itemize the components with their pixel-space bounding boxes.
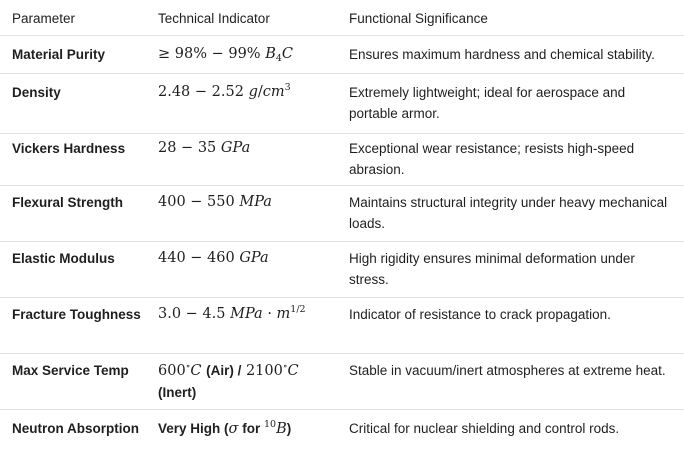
indicator-cell [158, 304, 343, 325]
temp-air-label: (Air) / [206, 363, 242, 378]
density-unit-slash: / [257, 84, 263, 100]
header-significance: Functional Significance [349, 11, 488, 26]
temp-deg-2: ∘ [282, 361, 288, 372]
purity-formula-sub: 4 [275, 53, 282, 64]
table-row [0, 36, 684, 74]
toughness-unit-exp: 1/2 [290, 304, 306, 315]
table-row [0, 242, 684, 298]
temp-deg: ∘ [185, 361, 191, 372]
elastic-range: 440 − 460 [158, 250, 235, 266]
significance-cell: Critical for nuclear shielding and control rods. [349, 421, 620, 436]
toughness-unit-m: m [276, 306, 291, 322]
table-row [0, 134, 684, 186]
neutron-text-for: for [242, 421, 261, 436]
significance-cell: Stable in vacuum/inert atmospheres at extreme heat. [349, 363, 666, 378]
purity-range: ≥ 98% − 99% [158, 46, 261, 62]
indicator-cell [158, 248, 343, 269]
density-unit-g: g [248, 84, 258, 100]
header-parameter: Parameter [12, 11, 76, 26]
significance-cell: Exceptional wear resistance; resists high-speed abrasion. [349, 141, 635, 177]
hardness-unit: GPa [220, 140, 251, 156]
table-row [0, 354, 684, 410]
parameter-cell: Neutron Absorption [12, 421, 139, 436]
significance-cell: Extremely lightweight; ideal for aerospace and portable armor. [349, 85, 626, 121]
toughness-range: 3.0 − 4.5 [158, 306, 226, 322]
significance-cell: Ensures maximum hardness and chemical stability. [349, 47, 655, 62]
temp-inert-value: 2100 [245, 363, 283, 379]
flexural-unit: MPa [239, 194, 272, 210]
purity-formula-c: C [281, 46, 294, 62]
indicator-cell [158, 360, 343, 404]
parameter-cell: Elastic Modulus [12, 251, 115, 266]
density-unit-exp: 3 [284, 82, 291, 93]
indicator-cell [158, 44, 343, 65]
parameter-cell: Vickers Hardness [12, 141, 126, 156]
significance-cell: Maintains structural integrity under heavy mechanical loads. [349, 195, 668, 231]
purity-formula-b: B [265, 46, 276, 62]
significance-cell: Indicator of resistance to crack propagation. [349, 307, 611, 322]
indicator-cell [158, 418, 343, 440]
temp-unit-c-2: C [287, 363, 299, 379]
table-row [0, 186, 684, 242]
indicator-cell [158, 82, 343, 103]
parameter-cell: Material Purity [12, 47, 106, 62]
indicator-cell [158, 192, 343, 213]
neutron-isotope-symbol: B [276, 421, 287, 437]
elastic-unit: GPa [239, 250, 269, 266]
parameter-cell: Flexural Strength [12, 195, 124, 210]
header-indicator: Technical Indicator [158, 11, 270, 26]
toughness-dot: · [267, 306, 272, 322]
indicator-cell [158, 138, 343, 159]
density-unit-cm: cm [262, 84, 285, 100]
toughness-unit: MPa [230, 306, 263, 322]
significance-cell: High rigidity ensures minimal deformation under stress. [349, 251, 635, 287]
flexural-range: 400 − 550 [158, 194, 235, 210]
neutron-text-before: Very High ( [158, 421, 229, 436]
parameter-cell: Density [12, 85, 61, 100]
parameter-cell: Max Service Temp [12, 363, 129, 378]
density-range: 2.48 − 2.52 [158, 84, 244, 100]
table-row [0, 74, 684, 134]
neutron-text-after: ) [286, 421, 292, 436]
neutron-sigma: σ [228, 421, 239, 437]
table-header-row [0, 0, 684, 36]
table-row [0, 298, 684, 354]
temp-unit-c: C [190, 363, 202, 379]
hardness-range: 28 − 35 [158, 140, 217, 156]
neutron-isotope-mass: 10 [263, 419, 277, 430]
parameter-cell: Fracture Toughness [12, 307, 141, 322]
temp-inert-label: (Inert) [158, 385, 197, 400]
table-row [0, 410, 684, 468]
temp-air-value: 600 [158, 363, 186, 379]
